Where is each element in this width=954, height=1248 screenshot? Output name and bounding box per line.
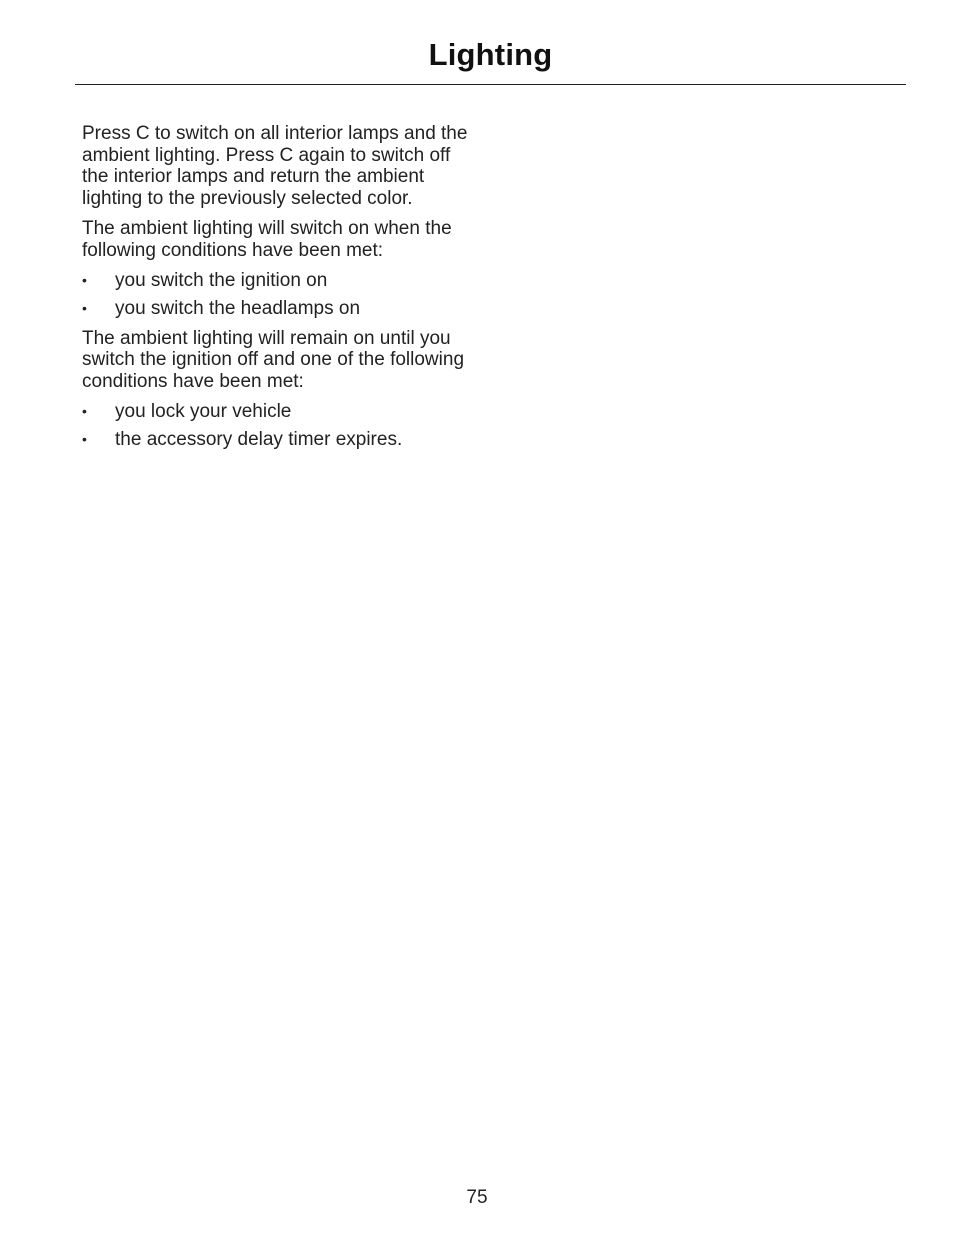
page-number: 75 [466,1187,488,1208]
paragraph-switch-on-conditions: The ambient lighting will switch on when the following conditions have been met: [82,218,452,261]
bullet-icon: • [82,300,87,316]
list-item [82,298,477,320]
paragraph-remain-on-conditions: The ambient lighting will remain on until you switch the ignition off and one of the following conditions have been met: [82,327,465,392]
switch-on-conditions-list [82,270,477,320]
list-item-text: you switch the headlamps on [115,298,361,319]
paragraph-interior-lamps: Press C to switch on all interior lamps and the ambient lighting. Press C again to switch off the interior lamps and return the ambient lighting to the previously selected color. [82,123,468,209]
bullet-icon: • [82,431,87,447]
list-item [82,429,477,451]
remain-on-conditions-list [82,401,477,451]
list-item-text: you lock your vehicle [115,401,292,422]
bullet-icon: • [82,403,87,419]
content-column [82,123,477,459]
page-title: Lighting [428,37,553,72]
list-item-text: you switch the ignition on [115,270,328,291]
page-header [75,0,906,85]
list-item-text: the accessory delay timer expires. [115,429,403,450]
list-item [82,401,477,423]
bullet-icon: • [82,272,87,288]
list-item [82,270,477,292]
